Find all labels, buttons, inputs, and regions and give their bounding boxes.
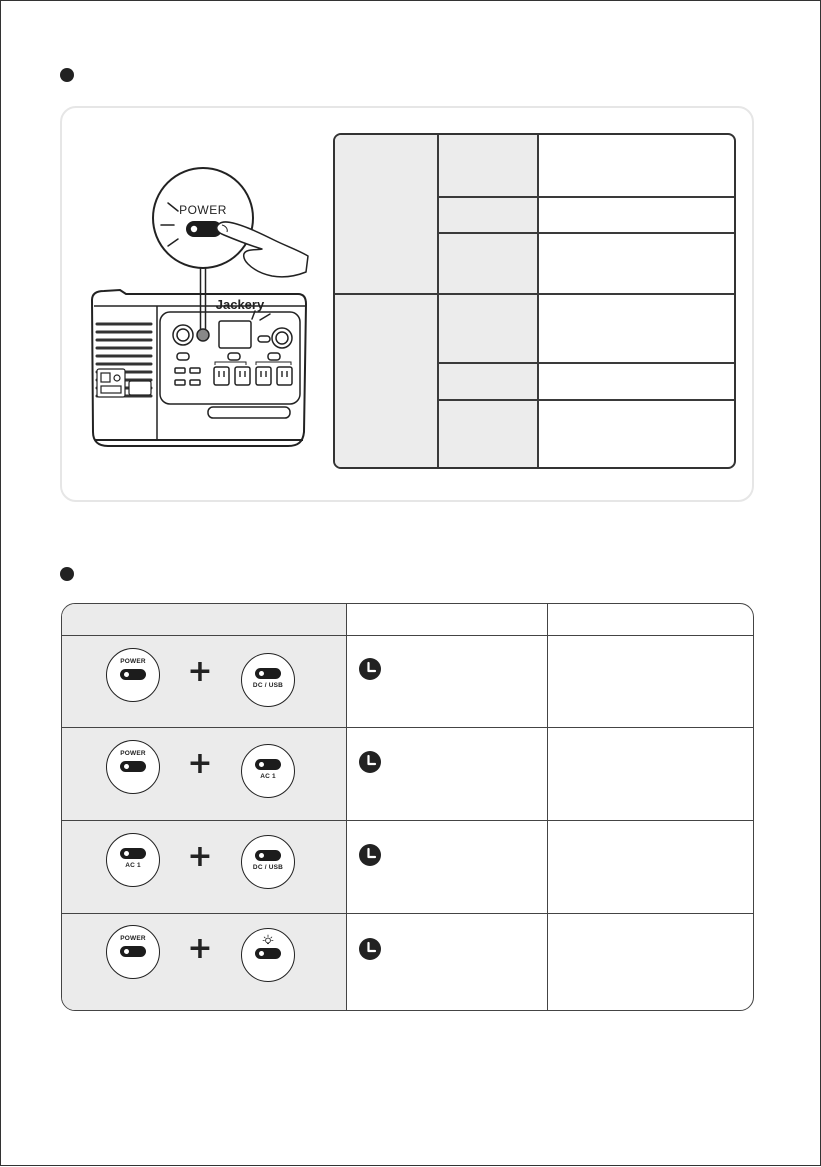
- button-pill: [120, 761, 146, 772]
- callout-power-label: POWER: [179, 203, 227, 217]
- section-1-bullet: [60, 68, 74, 82]
- table-group-cell: [335, 295, 439, 467]
- table-cell: [439, 364, 539, 401]
- indicator-dot: [124, 949, 129, 954]
- section-2-bullet: [60, 567, 74, 581]
- table-row-2-duration: [347, 728, 548, 821]
- indicator-dot: [124, 851, 129, 856]
- table-cell: [539, 364, 734, 401]
- table-row-4-function: [548, 914, 753, 1010]
- ac-outlet-icon: [277, 367, 292, 385]
- clock-icon: [359, 751, 381, 773]
- table-cell: [439, 401, 539, 467]
- indicator-dot: [259, 671, 264, 676]
- button-label: POWER: [120, 750, 146, 757]
- plus-sign: +: [187, 746, 213, 781]
- button-label: POWER: [120, 658, 146, 665]
- ac-outlet-icon: [256, 367, 271, 385]
- indicator-dot: [259, 762, 264, 767]
- table-row-1-function: [548, 636, 753, 728]
- button-pill: [120, 946, 146, 957]
- table-cell: [439, 234, 539, 295]
- button-pill: [120, 669, 146, 680]
- button-combination-table: [61, 603, 754, 1011]
- indicator-dot: [259, 951, 264, 956]
- plus-sign: +: [187, 931, 213, 966]
- button-label: AC 1: [260, 773, 276, 780]
- table-group-cell: [335, 135, 439, 295]
- clock-icon: [359, 844, 381, 866]
- button-pill: [255, 850, 281, 861]
- power-button-icon: [106, 740, 160, 794]
- ac-outlet-icon: [214, 367, 229, 385]
- power-callout-circle: [153, 168, 253, 268]
- button-pill: [255, 668, 281, 679]
- clock-icon: [359, 938, 381, 960]
- table-row-4-duration: [347, 914, 548, 1010]
- table-row-3-function: [548, 821, 753, 914]
- table-cell: [539, 401, 734, 467]
- model-label-plate: [208, 407, 290, 418]
- ac-button-icon: [241, 744, 295, 798]
- device-brand-logo: Jackery: [215, 297, 265, 312]
- button-label: AC 1: [125, 862, 141, 869]
- lightbulb-icon: [262, 934, 274, 946]
- display-screen: [219, 321, 251, 348]
- table-cell: [539, 295, 734, 364]
- dc-usb-button-icon: [241, 653, 295, 707]
- power-station-illustration: [80, 160, 320, 460]
- table-cell: [539, 135, 734, 198]
- table-cell: [439, 198, 539, 234]
- ac-button-icon: [106, 833, 160, 887]
- power-status-table: [333, 133, 736, 469]
- indicator-dot: [124, 672, 129, 677]
- table-cell: [539, 198, 734, 234]
- button-pill: [255, 948, 281, 959]
- button-label: POWER: [120, 935, 146, 942]
- button-label: DC / USB: [252, 682, 284, 689]
- header-cell-combination: [62, 604, 347, 636]
- power-button-icon: [106, 648, 160, 702]
- button-pill: [255, 759, 281, 770]
- ac-outlet-icon: [235, 367, 250, 385]
- table-row-2-function: [548, 728, 753, 821]
- plus-sign: +: [187, 654, 213, 689]
- table-row-3-duration: [347, 821, 548, 914]
- button-label: DC / USB: [252, 864, 284, 871]
- table-cell: [439, 135, 539, 198]
- indicator-dot: [124, 764, 129, 769]
- button-pill: [120, 848, 146, 859]
- device-power-button-icon: [197, 329, 209, 341]
- light-button-icon: [241, 928, 295, 982]
- dc-usb-button-icon: [241, 835, 295, 889]
- table-row-1-duration: [347, 636, 548, 728]
- power-button-icon: [106, 925, 160, 979]
- indicator-dot: [259, 853, 264, 858]
- table-cell: [439, 295, 539, 364]
- front-control-panel: [160, 312, 300, 418]
- header-cell-duration: [347, 604, 548, 636]
- plus-sign: +: [187, 839, 213, 874]
- clock-icon: [359, 658, 381, 680]
- header-cell-function: [548, 604, 753, 636]
- table-cell: [539, 234, 734, 295]
